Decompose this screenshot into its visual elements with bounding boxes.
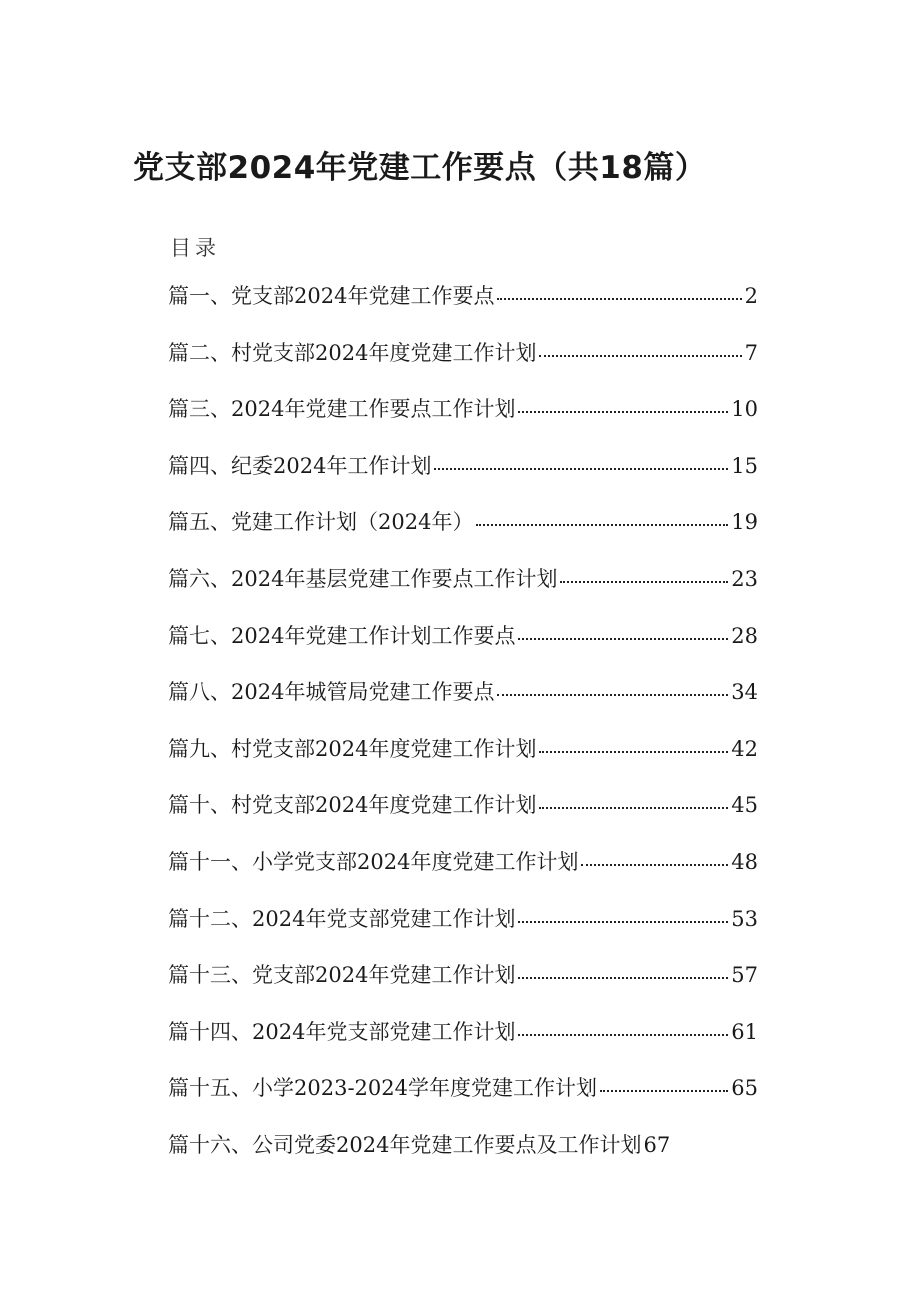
- toc-dot-leader: [539, 751, 728, 753]
- toc-entry-label: 篇三、2024年党建工作要点工作计划: [168, 397, 516, 422]
- toc-entry[interactable]: [168, 903, 758, 960]
- toc-entry[interactable]: [168, 846, 758, 903]
- toc-entry-page-number: 67: [643, 1132, 671, 1157]
- toc-entry-page-number: 10: [731, 397, 758, 422]
- toc-entry-label: 篇十四、2024年党支部党建工作计划: [168, 1019, 516, 1044]
- toc-dot-leader: [539, 807, 728, 809]
- toc-entry-label: 篇十五、小学2023-2024学年度党建工作计划: [168, 1076, 597, 1101]
- toc-dot-leader: [560, 581, 728, 583]
- toc-entry[interactable]: [168, 393, 758, 450]
- toc-entry[interactable]: [168, 1129, 758, 1186]
- toc-entry[interactable]: [168, 563, 758, 620]
- toc-entry-label: 篇五、党建工作计划（2024年）: [168, 510, 474, 535]
- toc-entry[interactable]: [168, 959, 758, 1016]
- toc-entry-page-number: 42: [731, 736, 758, 761]
- toc-entry-label: 篇十六、公司党委2024年党建工作要点及工作计划: [168, 1132, 642, 1157]
- toc-entry-page-number: 7: [744, 340, 758, 365]
- toc-entry-page-number: 34: [731, 680, 758, 705]
- toc-dot-leader: [518, 977, 728, 979]
- toc-entry-label: 篇七、2024年党建工作计划工作要点: [168, 623, 516, 648]
- toc-entry[interactable]: [168, 450, 758, 507]
- toc-dot-leader: [497, 298, 741, 300]
- toc-dot-leader: [518, 411, 728, 413]
- toc-entry[interactable]: [168, 733, 758, 790]
- toc-dot-leader: [434, 468, 728, 470]
- toc-entry-page-number: 48: [731, 849, 758, 874]
- toc-entry-label: 篇四、纪委2024年工作计划: [168, 453, 432, 478]
- toc-entry-page-number: 28: [731, 623, 758, 648]
- toc-entry-page-number: 15: [731, 453, 758, 478]
- toc-entry[interactable]: [168, 1072, 758, 1129]
- toc-dot-leader: [476, 524, 728, 526]
- toc-entry[interactable]: [168, 789, 758, 846]
- toc-entry-label: 篇八、2024年城管局党建工作要点: [168, 680, 495, 705]
- toc-entry-page-number: 57: [731, 963, 758, 988]
- toc-entry[interactable]: [168, 620, 758, 677]
- toc-dot-leader: [518, 921, 728, 923]
- toc-entry-label: 篇六、2024年基层党建工作要点工作计划: [168, 566, 558, 591]
- toc-dot-leader: [518, 1034, 728, 1036]
- toc-dot-leader: [497, 694, 728, 696]
- toc-entry[interactable]: [168, 506, 758, 563]
- toc-entry[interactable]: [168, 280, 758, 337]
- toc-entry-label: 篇十一、小学党支部2024年度党建工作计划: [168, 849, 579, 874]
- toc-entry-page-number: 2: [744, 284, 758, 308]
- toc-entry-label: 篇二、村党支部2024年度党建工作计划: [168, 340, 537, 365]
- toc-entry-page-number: 61: [731, 1019, 758, 1044]
- toc-entry[interactable]: [168, 337, 758, 394]
- toc-entry-page-number: 53: [731, 906, 758, 931]
- toc-entry-page-number: 19: [731, 510, 758, 535]
- toc-entry-label: 篇十三、党支部2024年党建工作计划: [168, 963, 516, 988]
- toc-entry[interactable]: [168, 676, 758, 733]
- document-title: 党支部2024年党建工作要点（共18篇）: [133, 150, 707, 186]
- toc-dot-leader: [539, 355, 741, 357]
- table-of-contents: [168, 280, 758, 1186]
- toc-entry-label: 篇一、党支部2024年党建工作要点: [168, 284, 495, 308]
- toc-entry-page-number: 65: [731, 1076, 758, 1101]
- toc-entry-label: 篇九、村党支部2024年度党建工作计划: [168, 736, 537, 761]
- toc-heading: 目录: [170, 236, 220, 260]
- toc-entry-page-number: 23: [731, 566, 758, 591]
- toc-dot-leader: [581, 864, 728, 866]
- toc-dot-leader: [518, 638, 728, 640]
- toc-entry-label: 篇十二、2024年党支部党建工作计划: [168, 906, 516, 931]
- toc-dot-leader: [600, 1090, 728, 1092]
- toc-entry-label: 篇十、村党支部2024年度党建工作计划: [168, 793, 537, 818]
- toc-entry[interactable]: [168, 1016, 758, 1073]
- toc-entry-page-number: 45: [731, 793, 758, 818]
